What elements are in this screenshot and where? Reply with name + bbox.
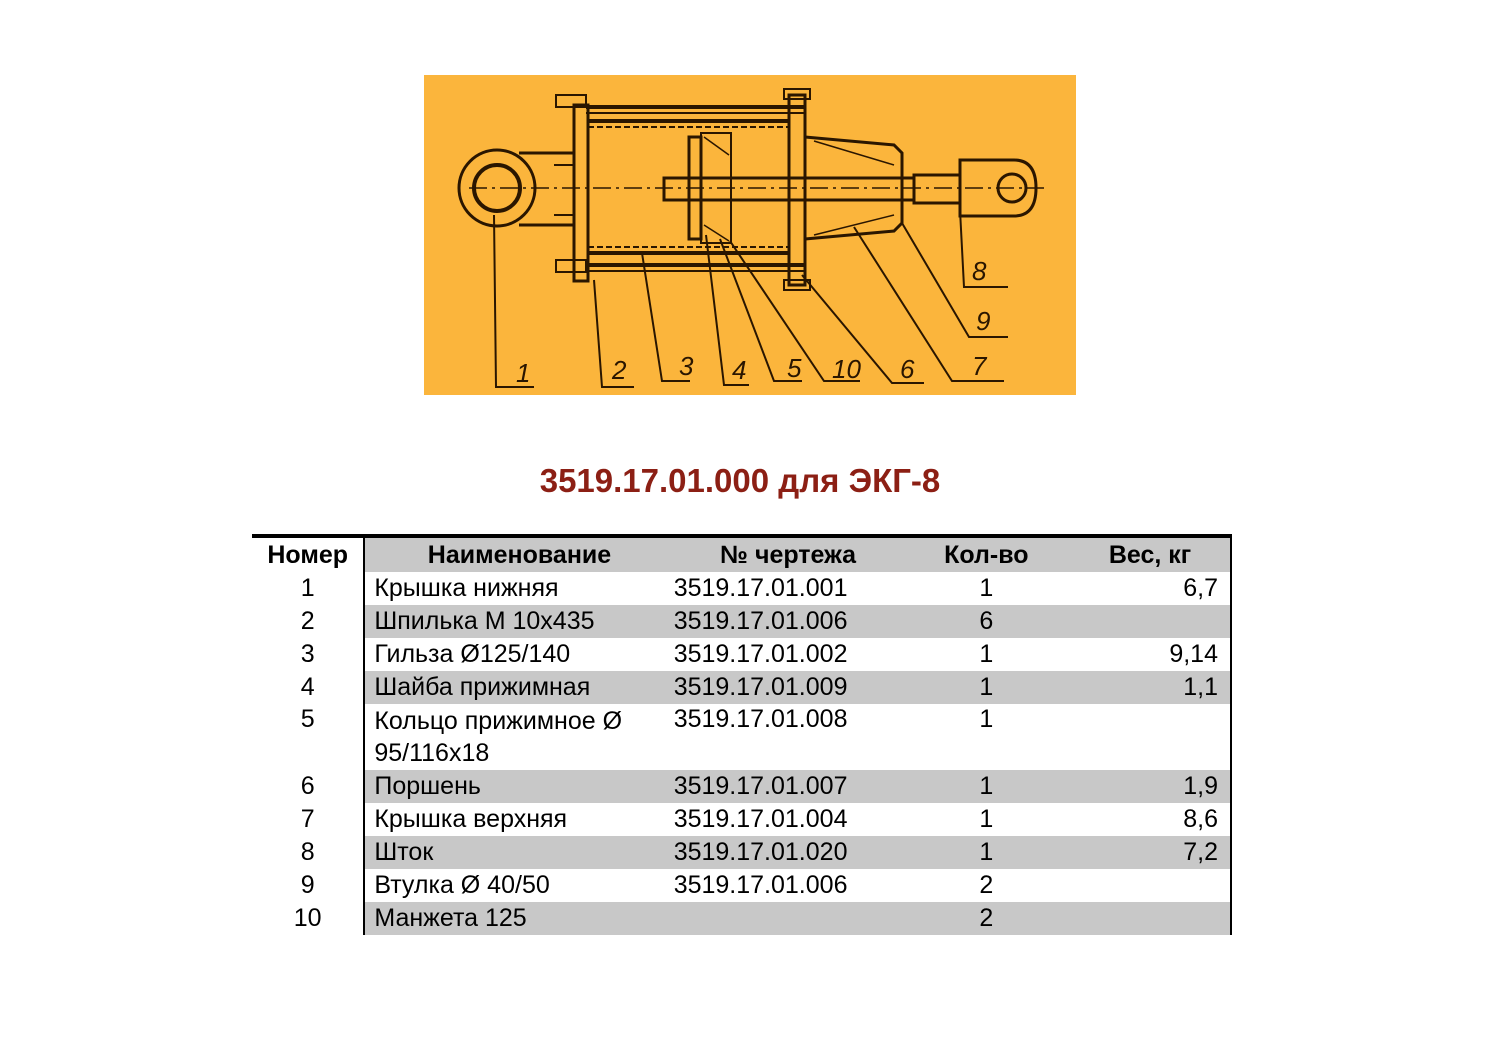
table-row (252, 671, 1231, 704)
header-qty: Кол-во (903, 536, 1071, 572)
row-number: 1 (252, 572, 364, 605)
row-name: Крышка нижняя (364, 572, 673, 605)
row-weight (1070, 902, 1231, 935)
callout-1: 1 (516, 358, 531, 388)
row-weight: 8,6 (1070, 803, 1231, 836)
callout-4: 4 (732, 355, 747, 385)
row-drawing-no: 3519.17.01.006 (674, 605, 903, 638)
row-drawing-no: 3519.17.01.006 (674, 869, 903, 902)
table-row (252, 836, 1231, 869)
cylinder-cross-section-drawing (424, 75, 1076, 395)
callout-7: 7 (972, 351, 987, 381)
row-weight: 6,7 (1070, 572, 1231, 605)
table-row (252, 704, 1231, 770)
row-name: Крышка верхняя (364, 803, 673, 836)
row-qty: 1 (903, 770, 1071, 803)
row-qty: 1 (903, 704, 1071, 770)
row-weight: 7,2 (1070, 836, 1231, 869)
row-name: Гильза Ø125/140 (364, 638, 673, 671)
row-drawing-no: 3519.17.01.008 (674, 704, 903, 770)
row-weight: 1,1 (1070, 671, 1231, 704)
row-drawing-no: 3519.17.01.002 (674, 638, 903, 671)
row-number: 4 (252, 671, 364, 704)
table-row (252, 638, 1231, 671)
row-qty: 1 (903, 671, 1071, 704)
row-drawing-no: 3519.17.01.001 (674, 572, 903, 605)
table-row (252, 902, 1231, 935)
row-drawing-no: 3519.17.01.009 (674, 671, 903, 704)
table-row (252, 605, 1231, 638)
row-name: Манжета 125 (364, 902, 673, 935)
row-number: 6 (252, 770, 364, 803)
callout-5: 5 (787, 353, 802, 383)
header-name: Наименование (364, 536, 673, 572)
row-number: 9 (252, 869, 364, 902)
row-qty: 1 (903, 803, 1071, 836)
table-row (252, 572, 1231, 605)
row-qty: 6 (903, 605, 1071, 638)
parts-table (252, 534, 1232, 935)
row-number: 3 (252, 638, 364, 671)
row-qty: 1 (903, 572, 1071, 605)
header-weight: Вес, кг (1070, 536, 1231, 572)
row-name: Шайба прижимная (364, 671, 673, 704)
row-name: Шток (364, 836, 673, 869)
row-drawing-no: 3519.17.01.020 (674, 836, 903, 869)
callout-9: 9 (976, 306, 991, 336)
row-number: 10 (252, 902, 364, 935)
callout-2: 2 (612, 355, 627, 385)
row-weight: 1,9 (1070, 770, 1231, 803)
table-row (252, 803, 1231, 836)
row-name: Кольцо прижимное Ø 95/116х18 (364, 704, 673, 770)
callout-6: 6 (900, 354, 915, 384)
row-number: 5 (252, 704, 364, 770)
row-weight (1070, 605, 1231, 638)
row-drawing-no: 3519.17.01.004 (674, 803, 903, 836)
row-qty: 2 (903, 869, 1071, 902)
table-row (252, 770, 1231, 803)
assembly-drawing (424, 75, 1076, 395)
row-name: Поршень (364, 770, 673, 803)
callout-8: 8 (972, 256, 987, 286)
row-drawing-no (674, 902, 903, 935)
row-qty: 2 (903, 902, 1071, 935)
row-qty: 1 (903, 836, 1071, 869)
table-row (252, 869, 1231, 902)
assembly-title: 3519.17.01.000 для ЭКГ-8 (539, 462, 941, 499)
row-name: Втулка Ø 40/50 (364, 869, 673, 902)
header-number: Номер (252, 536, 364, 572)
row-number: 7 (252, 803, 364, 836)
row-drawing-no: 3519.17.01.007 (674, 770, 903, 803)
table-header-row (252, 536, 1231, 572)
callout-10: 10 (832, 354, 861, 384)
row-number: 8 (252, 836, 364, 869)
header-drawing-no: № чертежа (674, 536, 903, 572)
row-weight (1070, 869, 1231, 902)
callout-3: 3 (679, 351, 694, 381)
row-weight (1070, 704, 1231, 770)
row-qty: 1 (903, 638, 1071, 671)
row-weight: 9,14 (1070, 638, 1231, 671)
row-number: 2 (252, 605, 364, 638)
row-name: Шпилька М 10х435 (364, 605, 673, 638)
